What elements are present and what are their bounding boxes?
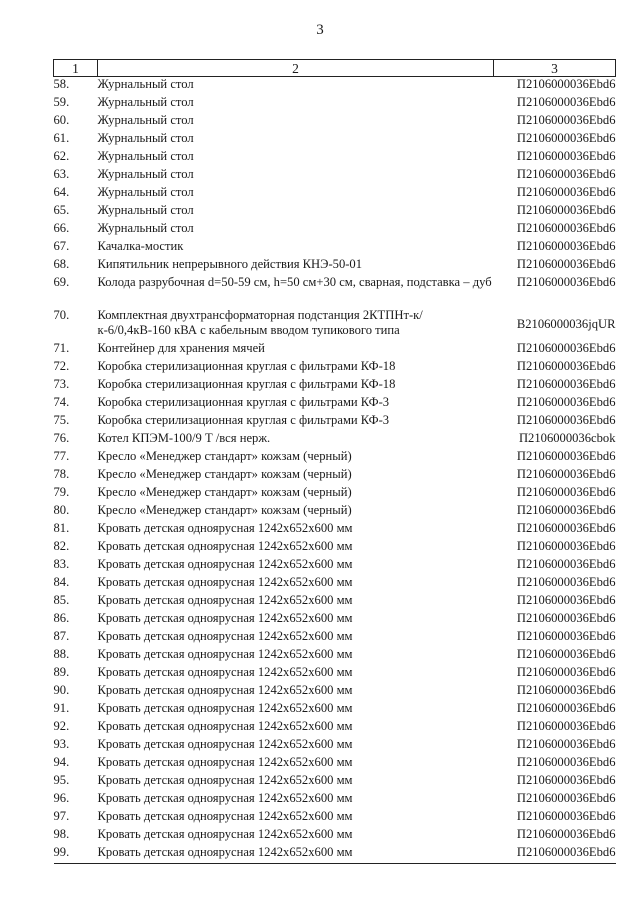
table-row (54, 308, 616, 341)
item-name: Контейнер для хранения мячей (97, 341, 265, 355)
row-number: 61. (53, 131, 70, 145)
row-number: 96. (53, 791, 70, 805)
table-row (54, 557, 616, 575)
item-name: Кровать детская одноярусная 1242х652х600 мм (97, 665, 353, 679)
item-code: П2106000036Ebd6 (516, 755, 616, 769)
item-name: Кровать детская одноярусная 1242х652х600 мм (97, 539, 353, 553)
row-number: 59. (53, 95, 70, 109)
item-name: Качалка-мостик (97, 239, 184, 253)
table-row (54, 77, 616, 96)
table-row (54, 665, 616, 683)
item-code: П2106000036Ebd6 (516, 773, 616, 787)
item-name: Комплектная двухтрансформаторная подстанция 2КТПНт-к/к-6/0,4кВ-160 кВА с кабельным вводом тупикового типа (97, 308, 423, 337)
item-code: П2106000036Ebd6 (516, 809, 616, 823)
table-row (54, 257, 616, 275)
item-name: Журнальный стол (97, 185, 194, 199)
item-name: Журнальный стол (97, 131, 194, 145)
page-number: 3 (316, 22, 324, 38)
item-code: П2106000036Ebd6 (516, 791, 616, 805)
item-code: П2106000036Ebd6 (516, 719, 616, 733)
table-row (54, 395, 616, 413)
item-name: Журнальный стол (97, 203, 194, 217)
row-number: 62. (53, 149, 70, 163)
table-row (54, 503, 616, 521)
item-code: П2106000036Ebd6 (516, 557, 616, 571)
item-name: Кресло «Менеджер стандарт» кожзам (черный) (97, 503, 352, 517)
item-code: П2106000036Ebd6 (516, 665, 616, 679)
table-row (54, 773, 616, 791)
item-code: П2106000036Ebd6 (516, 611, 616, 625)
table-row (54, 467, 616, 485)
item-code: П2106000036Ebd6 (516, 149, 616, 163)
row-number: 88. (53, 647, 70, 661)
table-row (54, 113, 616, 131)
table-header-row (54, 60, 616, 77)
table-row (54, 377, 616, 395)
table-row (54, 683, 616, 701)
item-code: П2106000036Ebd6 (516, 485, 616, 499)
table-row (54, 239, 616, 257)
item-code: П2106000036Ebd6 (516, 503, 616, 517)
item-name: Кресло «Менеджер стандарт» кожзам (черный) (97, 485, 352, 499)
table-row (54, 203, 616, 221)
table-row (54, 611, 616, 629)
item-code: П2106000036Ebd6 (516, 539, 616, 553)
table-row (54, 791, 616, 809)
row-number: 64. (53, 185, 70, 199)
item-code: П2106000036Ebd6 (516, 341, 616, 355)
item-name: Кровать детская одноярусная 1242х652х600 мм (97, 521, 353, 535)
row-number: 68. (53, 257, 70, 271)
item-code: П2106000036Ebd6 (516, 575, 616, 589)
item-name: Журнальный стол (97, 149, 194, 163)
table-row (54, 521, 616, 539)
item-name: Коробка стерилизационная круглая с фильтрами КФ-18 (97, 377, 396, 391)
row-number: 95. (53, 773, 70, 787)
table-row (54, 755, 616, 773)
row-number: 69. (53, 275, 70, 289)
item-name: Кровать детская одноярусная 1242х652х600 мм (97, 827, 353, 841)
item-code: П2106000036Ebd6 (516, 131, 616, 145)
table-row (54, 221, 616, 239)
table-row (54, 539, 616, 557)
row-number: 76. (53, 431, 70, 445)
item-name: Кровать детская одноярусная 1242х652х600 мм (97, 809, 353, 823)
item-code: П2106000036Ebd6 (516, 95, 616, 109)
row-number: 93. (53, 737, 70, 751)
row-number: 85. (53, 593, 70, 607)
table-row (54, 131, 616, 149)
item-code: П2106000036Ebd6 (516, 683, 616, 697)
table-row (54, 95, 616, 113)
table-row (54, 845, 616, 864)
row-number: 75. (53, 413, 70, 427)
item-code: В2106000036jqUR (516, 317, 616, 331)
table-row (54, 431, 616, 449)
row-number: 58. (53, 77, 70, 91)
item-name: Кровать детская одноярусная 1242х652х600 мм (97, 575, 353, 589)
table-row (54, 485, 616, 503)
item-name: Кровать детская одноярусная 1242х652х600 мм (97, 557, 353, 571)
item-name: Кровать детская одноярусная 1242х652х600 мм (97, 737, 353, 751)
row-number: 80. (53, 503, 70, 517)
table-row (54, 737, 616, 755)
item-code: П2106000036Ebd6 (516, 449, 616, 463)
row-number: 70. (53, 308, 70, 322)
item-name: Кровать детская одноярусная 1242х652х600 мм (98, 845, 494, 864)
table-row (54, 149, 616, 167)
row-number: 81. (53, 521, 70, 535)
table-body (54, 77, 616, 864)
item-name: Коробка стерилизационная круглая с фильтрами КФ-3 (97, 395, 390, 409)
row-number: 83. (53, 557, 70, 571)
item-code: П2106000036Ebd6 (516, 257, 616, 271)
item-name: Кровать детская одноярусная 1242х652х600 мм (97, 755, 353, 769)
item-code: П2106000036Ebd6 (516, 77, 616, 91)
item-code: П2106000036Ebd6 (516, 737, 616, 751)
row-number: 92. (53, 719, 70, 733)
table-row (54, 449, 616, 467)
item-code: П2106000036Ebd6 (516, 395, 616, 409)
table-row (54, 359, 616, 377)
row-number: 90. (53, 683, 70, 697)
item-name: Кровать детская одноярусная 1242х652х600 мм (97, 629, 353, 643)
item-name: Коробка стерилизационная круглая с фильтрами КФ-3 (97, 413, 390, 427)
item-code: П2106000036Ebd6 (516, 221, 616, 235)
row-number: 66. (53, 221, 70, 235)
row-number: 86. (53, 611, 70, 625)
item-code: П2106000036Ebd6 (516, 413, 616, 427)
item-name: Коробка стерилизационная круглая с фильтрами КФ-18 (97, 359, 396, 373)
table-row (54, 341, 616, 359)
item-name: Журнальный стол (97, 167, 194, 181)
item-name: Колода разрубочная d=50-59 см, h=50 см+30 см, сварная, подставка – дуб (97, 275, 492, 289)
item-name: Кровать детская одноярусная 1242х652х600 мм (97, 593, 353, 607)
inventory-table (53, 59, 616, 864)
row-number: 97. (53, 809, 70, 823)
item-code: П2106000036cbok (518, 431, 616, 445)
item-name: Кресло «Менеджер стандарт» кожзам (черный) (97, 449, 352, 463)
item-code: П2106000036Ebd6 (516, 239, 616, 253)
item-code: П2106000036Ebd6 (516, 647, 616, 661)
item-name: Кровать детская одноярусная 1242х652х600 мм (97, 647, 353, 661)
item-code: П2106000036Ebd6 (516, 359, 616, 373)
item-code: П2106000036Ebd6 (516, 167, 616, 181)
table-row (54, 827, 616, 845)
row-number: 84. (53, 575, 70, 589)
column-header-name: 2 (98, 60, 494, 77)
item-code: П2106000036Ebd6 (516, 203, 616, 217)
item-code: П2106000036Ebd6 (516, 629, 616, 643)
item-name: Журнальный стол (97, 77, 194, 91)
item-name: Журнальный стол (97, 113, 194, 127)
table-row (54, 413, 616, 431)
item-code: П2106000036Ebd6 (516, 593, 616, 607)
item-code: П2106000036Ebd6 (516, 467, 616, 481)
row-number: 72. (53, 359, 70, 373)
table-row (54, 593, 616, 611)
item-code: П2106000036Ebd6 (516, 275, 616, 289)
row-number: 91. (53, 701, 70, 715)
item-name: Кресло «Менеджер стандарт» кожзам (черный) (97, 467, 352, 481)
item-name: Журнальный стол (97, 95, 194, 109)
column-header-number: 1 (54, 60, 98, 77)
item-name: Котел КПЭМ-100/9 Т /вся нерж. (97, 431, 271, 445)
row-number: 71. (53, 341, 70, 355)
row-number: 98. (53, 827, 70, 841)
table-row (54, 809, 616, 827)
item-name: Кровать детская одноярусная 1242х652х600 мм (97, 611, 353, 625)
item-name: Кипятильник непрерывного действия КНЭ-50-01 (97, 257, 363, 271)
row-number: 74. (53, 395, 70, 409)
item-code: П2106000036Ebd6 (516, 521, 616, 535)
column-header-code: 3 (494, 60, 616, 77)
item-name: Кровать детская одноярусная 1242х652х600 мм (97, 791, 353, 805)
row-number: 99. (54, 845, 98, 864)
item-name: Кровать детская одноярусная 1242х652х600 мм (97, 701, 353, 715)
item-name: Кровать детская одноярусная 1242х652х600 мм (97, 773, 353, 787)
item-name: Кровать детская одноярусная 1242х652х600 мм (97, 683, 353, 697)
row-number: 79. (53, 485, 70, 499)
row-number: 78. (53, 467, 70, 481)
row-number: 87. (53, 629, 70, 643)
table-row (54, 575, 616, 593)
item-code: П2106000036Ebd6 (516, 113, 616, 127)
row-number: 82. (53, 539, 70, 553)
item-code: П2106000036Ebd6 (516, 185, 616, 199)
item-code: П2106000036Ebd6 (516, 701, 616, 715)
table-row (54, 719, 616, 737)
row-number: 77. (53, 449, 70, 463)
table-row (54, 629, 616, 647)
item-code: П2106000036Ebd6 (516, 377, 616, 391)
item-name: Журнальный стол (97, 221, 194, 235)
row-number: 89. (53, 665, 70, 679)
row-number: 94. (53, 755, 70, 769)
table-row (54, 275, 616, 308)
row-number: 63. (53, 167, 70, 181)
table-row (54, 701, 616, 719)
item-code: П2106000036Ebd6 (494, 845, 616, 864)
table-row (54, 647, 616, 665)
table-row (54, 167, 616, 185)
row-number: 67. (53, 239, 70, 253)
table-row (54, 185, 616, 203)
row-number: 60. (53, 113, 70, 127)
row-number: 65. (53, 203, 70, 217)
item-name: Кровать детская одноярусная 1242х652х600 мм (97, 719, 353, 733)
row-number: 73. (53, 377, 70, 391)
item-code: П2106000036Ebd6 (516, 827, 616, 841)
